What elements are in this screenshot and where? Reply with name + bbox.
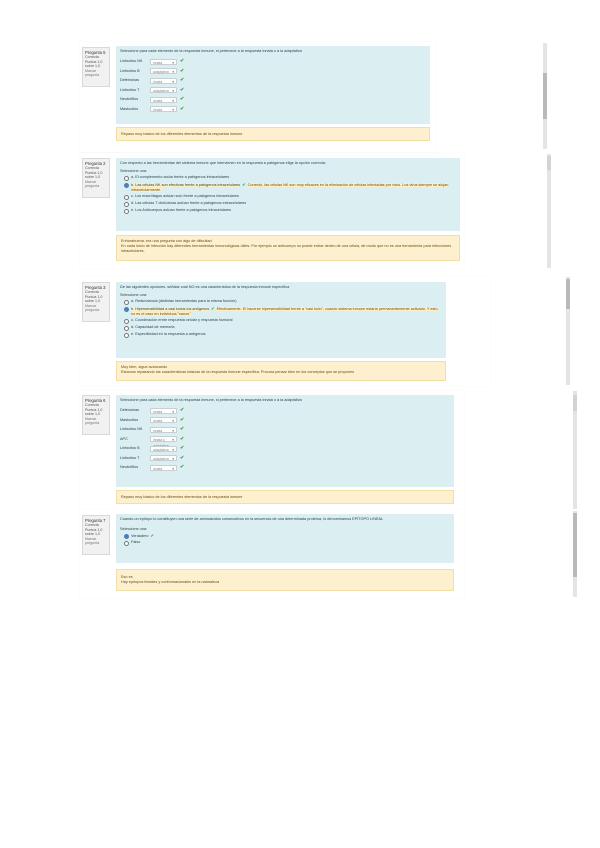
feedback-title: Muy bien, sigue avanzando bbox=[121, 365, 168, 369]
match-label: Linfocitos NK bbox=[120, 59, 143, 64]
answer-select[interactable] bbox=[150, 427, 177, 433]
radio-button[interactable] bbox=[124, 326, 129, 331]
match-row bbox=[120, 86, 426, 96]
feedback-text: En cada inicio de infección hay diferentes herramientas inmunológicas útiles. Por ejemplo un anticuerpo no puede entrar dentro de una célula, de modo que no es una herramienta para infecciones intracelulares. bbox=[121, 244, 452, 253]
general-feedback bbox=[116, 127, 430, 141]
answer-select[interactable] bbox=[150, 408, 177, 414]
option-text: b. Las células NK son efectivas frente a patógenos intracelulares bbox=[131, 183, 241, 187]
radio-button[interactable] bbox=[124, 333, 129, 338]
question-prompt: Seleccione para cada elemento de la respuesta inmune, si pertenece a la respuesta innata o a la adaptativa bbox=[120, 398, 302, 402]
select-value: adaptativa bbox=[153, 457, 169, 462]
chevron-down-icon: ▾ bbox=[172, 89, 174, 94]
answer-option[interactable] bbox=[120, 318, 442, 324]
general-feedback bbox=[116, 235, 460, 261]
match-rows bbox=[120, 57, 426, 114]
select-value: adaptativa bbox=[153, 70, 169, 75]
chevron-down-icon: ▾ bbox=[172, 60, 174, 65]
match-label: Mastocitos bbox=[120, 417, 139, 422]
match-label: Linfocitos T bbox=[120, 455, 140, 460]
flag-question-link[interactable]: Marcar pregunta bbox=[85, 179, 100, 189]
match-row bbox=[120, 416, 450, 426]
feedback-title: Eso es bbox=[121, 575, 133, 579]
question-info-box bbox=[82, 158, 110, 198]
scrollbar-thumb[interactable] bbox=[573, 395, 577, 411]
general-feedback bbox=[116, 490, 454, 504]
question-content bbox=[116, 395, 454, 487]
question-score: Puntúa 1,0 sobre 1,0 bbox=[85, 407, 103, 417]
option-wrapper bbox=[131, 299, 237, 304]
feedback-text: Repaso muy básico de los diferentes elementos de la respuesta inmune bbox=[121, 495, 243, 499]
radio-button[interactable] bbox=[124, 534, 129, 539]
answer-select[interactable] bbox=[150, 455, 177, 461]
option-wrapper bbox=[131, 332, 206, 337]
answer-select[interactable] bbox=[150, 87, 177, 93]
match-label: Neutrófilos bbox=[120, 465, 139, 470]
check-icon: ✔ bbox=[180, 58, 185, 65]
match-label: Linfocitos B bbox=[120, 68, 140, 73]
answer-select[interactable] bbox=[150, 417, 177, 423]
question-score: Puntúa 1,0 sobre 1,0 bbox=[85, 59, 103, 69]
check-icon: ✔ bbox=[180, 435, 185, 442]
option-text: Falso bbox=[131, 540, 141, 544]
scrollbar-thumb[interactable] bbox=[573, 513, 577, 577]
match-row bbox=[120, 95, 426, 105]
check-icon: ✔ bbox=[150, 533, 154, 538]
answer-options bbox=[120, 299, 442, 338]
select-one-label: Seleccione una: bbox=[120, 293, 148, 297]
question-status: Correcta bbox=[85, 290, 99, 294]
answer-option[interactable] bbox=[120, 182, 456, 193]
select-one-label: Seleccione una: bbox=[120, 527, 148, 531]
match-label: Linfocitos T bbox=[120, 87, 140, 92]
select-value: innata bbox=[153, 428, 163, 433]
question-number: Pregunta 7 bbox=[85, 518, 106, 523]
chevron-down-icon: ▾ bbox=[172, 409, 174, 414]
answer-select[interactable] bbox=[150, 446, 177, 452]
answer-option[interactable] bbox=[120, 540, 450, 546]
select-value: innata bbox=[153, 409, 163, 414]
answer-options bbox=[120, 175, 456, 214]
question-info-box bbox=[82, 395, 110, 435]
select-value: innata bbox=[153, 108, 163, 113]
match-label: Linfocitos NK bbox=[120, 427, 143, 432]
answer-option[interactable] bbox=[120, 533, 450, 539]
match-row bbox=[120, 435, 450, 445]
match-row bbox=[120, 406, 450, 416]
answer-option[interactable] bbox=[120, 325, 442, 331]
answer-option[interactable] bbox=[120, 208, 456, 214]
question-score: Puntúa 1,0 sobre 1,0 bbox=[85, 527, 103, 537]
answer-option[interactable] bbox=[120, 332, 442, 338]
chevron-down-icon: ▾ bbox=[172, 466, 174, 471]
general-feedback bbox=[116, 361, 446, 381]
question-prompt: Seleccione para cada elemento de la respuesta inmune, si pertenece a la respuesta innata o a la adaptativa bbox=[120, 49, 302, 53]
question-status: Correcta bbox=[85, 403, 99, 407]
specific-feedback: Efectivamente. El hacerse hipersensibilidad frente a "casi todo", cuando sistema inmune estaría permanentemente activado. Y esto no es el caso en individuos "sanos" bbox=[131, 307, 438, 316]
chevron-down-icon: ▾ bbox=[172, 108, 174, 113]
question-prompt: De las siguientes opciones, señalar cual NO es una característica de la respuesta inmune específica bbox=[120, 285, 290, 289]
option-wrapper bbox=[131, 208, 231, 213]
scrollbar-thumb[interactable] bbox=[547, 156, 551, 170]
answer-select[interactable] bbox=[150, 436, 177, 442]
match-row bbox=[120, 67, 426, 77]
question-info-box bbox=[82, 515, 110, 555]
option-text: e. Especificidad en la respuesta a antígenos bbox=[131, 332, 206, 336]
option-wrapper bbox=[131, 533, 154, 539]
question-info-box bbox=[82, 47, 110, 87]
option-wrapper bbox=[131, 194, 239, 199]
option-text: c. Coordinación entre respuesta celular y respuesta humoral bbox=[131, 318, 233, 322]
select-value: innata bbox=[153, 419, 163, 424]
check-icon: ✔ bbox=[180, 407, 185, 414]
question-number: Pregunta 6 bbox=[85, 398, 106, 403]
question-number: Pregunta 2 bbox=[85, 161, 106, 166]
check-icon: ✔ bbox=[180, 426, 185, 433]
answer-option[interactable] bbox=[120, 299, 442, 305]
check-icon: ✔ bbox=[180, 86, 185, 93]
option-wrapper bbox=[131, 182, 456, 193]
match-row bbox=[120, 444, 450, 454]
check-icon: ✔ bbox=[180, 96, 185, 103]
general-feedback bbox=[116, 569, 454, 591]
flag-question-link[interactable]: Marcar pregunta bbox=[85, 536, 100, 546]
chevron-down-icon: ▾ bbox=[172, 79, 174, 84]
question-status: Correcta bbox=[85, 55, 99, 59]
answer-option[interactable] bbox=[120, 194, 456, 200]
select-value: innata bbox=[153, 60, 163, 65]
chevron-down-icon: ▾ bbox=[172, 438, 174, 443]
answer-option[interactable] bbox=[120, 175, 456, 181]
chevron-down-icon: ▾ bbox=[172, 419, 174, 424]
scrollbar[interactable] bbox=[547, 154, 551, 268]
match-row bbox=[120, 425, 450, 435]
select-value: innata bbox=[153, 466, 163, 471]
option-text: Verdadero bbox=[131, 534, 149, 538]
question-status: Correcta bbox=[85, 166, 99, 170]
scrollbar[interactable] bbox=[573, 511, 577, 597]
option-text: c. Los macrófagos actúan solo frente a patógenos intracelulares bbox=[131, 194, 239, 198]
check-icon: ✔ bbox=[180, 105, 185, 112]
option-text: a. El complemento actúa frente a patógenos intracelulares bbox=[131, 175, 230, 179]
answer-option[interactable] bbox=[120, 201, 456, 207]
check-icon: ✔ bbox=[180, 416, 185, 423]
option-wrapper bbox=[131, 325, 174, 330]
question-content bbox=[116, 46, 430, 124]
match-label: Defensinas bbox=[120, 78, 139, 83]
check-icon: ✔ bbox=[242, 182, 246, 187]
radio-button[interactable] bbox=[124, 195, 129, 200]
option-wrapper bbox=[131, 318, 233, 323]
flag-question-link[interactable]: Marcar pregunta bbox=[85, 416, 100, 426]
answer-select[interactable] bbox=[150, 59, 177, 65]
flag-question-link[interactable]: Marcar pregunta bbox=[85, 303, 100, 313]
question-content bbox=[116, 158, 460, 231]
question-number: Pregunta 3 bbox=[85, 285, 106, 290]
scrollbar[interactable] bbox=[566, 277, 570, 385]
question-content bbox=[116, 514, 454, 563]
select-value: innata bbox=[153, 98, 163, 103]
chevron-down-icon: ▾ bbox=[172, 447, 174, 452]
match-rows bbox=[120, 406, 450, 473]
option-text: d. Las células T citotóxicas actúan frente a patógenos extracelulares bbox=[131, 201, 247, 205]
answer-select[interactable] bbox=[150, 97, 177, 103]
feedback-title: Enhorabuena, era una pregunta con algo de dificultad bbox=[121, 239, 212, 243]
feedback-text: Repaso muy básico de los diferentes elementos de la respuesta inmune bbox=[121, 132, 243, 136]
answer-select[interactable] bbox=[150, 106, 177, 112]
scrollbar-thumb[interactable] bbox=[543, 73, 547, 119]
answer-options bbox=[120, 533, 450, 546]
check-icon: ✔ bbox=[180, 445, 185, 452]
select-value: adaptativa bbox=[153, 89, 169, 94]
radio-button[interactable] bbox=[124, 183, 129, 188]
match-row bbox=[120, 105, 426, 115]
match-label: Linfocitos B bbox=[120, 446, 140, 451]
check-icon: ✔ bbox=[211, 306, 215, 311]
radio-button[interactable] bbox=[124, 202, 129, 207]
chevron-down-icon: ▾ bbox=[172, 70, 174, 75]
option-wrapper bbox=[131, 306, 442, 317]
match-row bbox=[120, 57, 426, 67]
radio-button[interactable] bbox=[124, 319, 129, 324]
radio-button[interactable] bbox=[124, 300, 129, 305]
match-row bbox=[120, 454, 450, 464]
answer-select[interactable] bbox=[150, 465, 177, 471]
option-wrapper bbox=[131, 201, 246, 206]
question-score: Puntúa 1,0 sobre 1,0 bbox=[85, 170, 103, 180]
question-content bbox=[116, 282, 446, 358]
radio-button[interactable] bbox=[124, 209, 129, 214]
scrollbar[interactable] bbox=[573, 391, 577, 509]
specific-feedback: Correcto, las células NK son muy eficaces en la eliminación de células infectadas por virus. Los virus siempre se alojan intracelularmente. bbox=[131, 183, 449, 192]
select-value: adaptativa bbox=[153, 447, 169, 452]
question-status: Correcta bbox=[85, 523, 99, 527]
match-label: Neutrófilos bbox=[120, 97, 139, 102]
option-wrapper bbox=[131, 540, 140, 545]
match-row bbox=[120, 463, 450, 473]
chevron-down-icon: ▾ bbox=[172, 428, 174, 433]
select-value: innata y bbox=[153, 438, 165, 443]
question-score: Puntúa 1,0 sobre 1,0 bbox=[85, 294, 103, 304]
option-wrapper bbox=[131, 175, 229, 180]
check-icon: ✔ bbox=[180, 454, 185, 461]
scrollbar-thumb[interactable] bbox=[566, 279, 570, 309]
radio-button[interactable] bbox=[124, 541, 129, 546]
check-icon: ✔ bbox=[180, 67, 185, 74]
question-info-box bbox=[82, 282, 110, 322]
check-icon: ✔ bbox=[180, 77, 185, 84]
feedback-text: Estamos repasando las características básicas de la respuesta inmune específica. Procura pensar bien en los conceptos que se proponen bbox=[121, 370, 355, 374]
match-row bbox=[120, 76, 426, 86]
chevron-down-icon: ▾ bbox=[172, 457, 174, 462]
question-prompt: Cuando un epítopo lo constituyen una serie de aminoácidos consecutivos en la secuencia de una determinada proteína, lo denominamos EPÍTOPO LINEAL bbox=[120, 517, 384, 521]
select-value: innata bbox=[153, 79, 163, 84]
match-label: APC bbox=[120, 436, 128, 441]
flag-question-link[interactable]: Marcar pregunta bbox=[85, 68, 100, 78]
option-text: d. Capacidad de memoria bbox=[131, 325, 175, 329]
radio-button[interactable] bbox=[124, 307, 129, 312]
option-text: e. Los Anticuerpos actúan frente a patógenos intracelulares bbox=[131, 208, 232, 212]
chevron-down-icon: ▾ bbox=[172, 98, 174, 103]
select-one-label: Seleccione una: bbox=[120, 169, 148, 173]
match-label: Mastocitos bbox=[120, 106, 139, 111]
feedback-text: Hay epítopos lineales y conformacionales en la naturaleza bbox=[121, 580, 220, 584]
question-number: Pregunta 5 bbox=[85, 50, 106, 55]
scrollbar[interactable] bbox=[543, 43, 547, 149]
answer-select[interactable] bbox=[150, 68, 177, 74]
question-prompt: Con respecto a las herramientas del sistema inmune que intervienen en la respuesta a patógenos elige la opción correcta: bbox=[120, 161, 326, 165]
check-icon: ✔ bbox=[180, 464, 185, 471]
radio-button[interactable] bbox=[124, 176, 129, 181]
option-text: a. Redundancia (distintas herramientas para la misma función) bbox=[131, 299, 237, 303]
option-text: b. Hipersensibilidad a casi todos los antígenos bbox=[131, 307, 210, 311]
answer-select[interactable] bbox=[150, 78, 177, 84]
answer-option[interactable] bbox=[120, 306, 442, 317]
match-label: Defensinas bbox=[120, 408, 139, 413]
